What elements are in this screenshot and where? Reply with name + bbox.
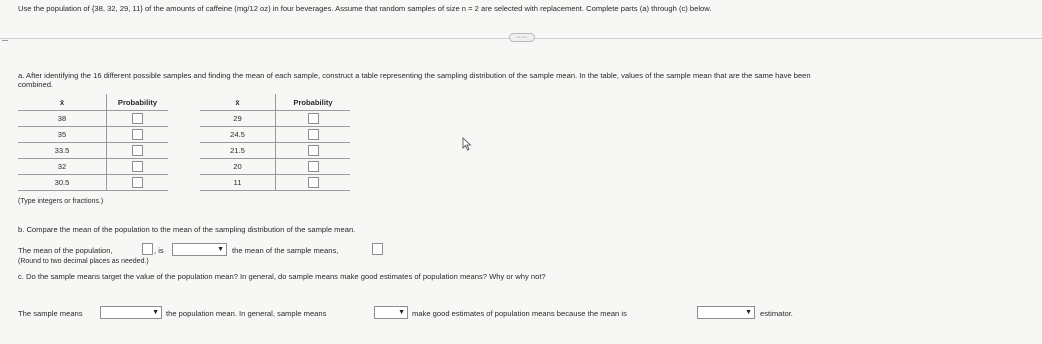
- question-intro: Use the population of {38, 32, 29, 11} of the amounts of caffeine (mg/12 oz) in four beverages. Assume that random samples of size n = 2 are selected with replacement. Complete parts (a) through (c) below.: [18, 4, 712, 13]
- probability-cell: [276, 175, 351, 191]
- probability-cell: [276, 159, 351, 175]
- table-row: [200, 143, 350, 159]
- probability-input[interactable]: [308, 145, 319, 156]
- table-row: [18, 111, 168, 127]
- col-header-probability: Probability: [107, 94, 169, 111]
- dropdown-arrow-icon: ▼: [398, 309, 405, 316]
- table-row: [18, 143, 168, 159]
- dropdown-arrow-icon: ▼: [217, 246, 224, 253]
- probability-cell: [276, 143, 351, 159]
- population-mean-input[interactable]: [142, 243, 153, 255]
- table-row: [200, 159, 350, 175]
- sampling-distribution-table-left: [18, 94, 168, 191]
- part-b-sentence-is: , is: [154, 246, 164, 255]
- col-header-probability: Probability: [276, 94, 351, 111]
- part-a-prompt-line1: a. After identifying the 16 different possible samples and finding the mean of each sample, construct a table representing the sampling distribution of the sample mean. In the table, values of the sample mean that are the same have been: [18, 71, 811, 80]
- probability-input[interactable]: [132, 177, 143, 188]
- probability-input[interactable]: [132, 145, 143, 156]
- part-c-sentence-4: estimator.: [760, 309, 793, 318]
- probability-cell: [107, 111, 169, 127]
- estimate-dropdown[interactable]: [374, 306, 408, 319]
- probability-cell: [107, 127, 169, 143]
- part-a-prompt-line2: combined.: [18, 80, 54, 89]
- col-header-xbar: x̄: [200, 94, 276, 111]
- part-a-hint: (Type integers or fractions.): [18, 198, 104, 205]
- estimator-type-dropdown[interactable]: [697, 306, 755, 319]
- target-dropdown[interactable]: [100, 306, 162, 319]
- table-row: [18, 175, 168, 191]
- divider-tick: [2, 40, 8, 41]
- probability-cell: [276, 127, 351, 143]
- xbar-value: 38: [18, 111, 107, 127]
- part-c-sentence-2: the population mean. In general, sample means: [166, 309, 327, 318]
- part-c-sentence-1: The sample means: [18, 309, 83, 318]
- xbar-value: 21.5: [200, 143, 276, 159]
- mouse-cursor-icon: [462, 137, 472, 151]
- probability-cell: [276, 111, 351, 127]
- part-b-prompt: b. Compare the mean of the population to the mean of the sampling distribution of the sample mean.: [18, 225, 356, 234]
- xbar-value: 35: [18, 127, 107, 143]
- xbar-value: 30.5: [18, 175, 107, 191]
- part-b-sentence-mid: the mean of the sample means,: [232, 246, 339, 255]
- probability-cell: [107, 175, 169, 191]
- table-row: [200, 175, 350, 191]
- table-row: [200, 111, 350, 127]
- probability-input[interactable]: [308, 129, 319, 140]
- sample-means-mean-input[interactable]: [372, 243, 383, 255]
- part-b-sentence-start: The mean of the population,: [18, 246, 113, 255]
- xbar-value: 33.5: [18, 143, 107, 159]
- probability-input[interactable]: [132, 161, 143, 172]
- comparison-dropdown[interactable]: [172, 243, 227, 256]
- probability-input[interactable]: [132, 113, 143, 124]
- probability-cell: [107, 159, 169, 175]
- xbar-value: 20: [200, 159, 276, 175]
- expand-more-button[interactable]: ·····: [509, 33, 535, 42]
- part-b-hint: (Round to two decimal places as needed.): [18, 258, 149, 265]
- probability-cell: [107, 143, 169, 159]
- part-c-prompt: c. Do the sample means target the value of the population mean? In general, do sample means make good estimates of population means? Why or why not?: [18, 272, 546, 281]
- table-row: [200, 127, 350, 143]
- part-c-sentence-3: make good estimates of population means because the mean is: [412, 309, 627, 318]
- probability-input[interactable]: [132, 129, 143, 140]
- probability-input[interactable]: [308, 177, 319, 188]
- xbar-value: 24.5: [200, 127, 276, 143]
- col-header-xbar: x̄: [18, 94, 107, 111]
- probability-input[interactable]: [308, 161, 319, 172]
- dropdown-arrow-icon: ▼: [152, 309, 159, 316]
- dropdown-arrow-icon: ▼: [745, 309, 752, 316]
- xbar-value: 32: [18, 159, 107, 175]
- xbar-value: 29: [200, 111, 276, 127]
- table-row: [18, 127, 168, 143]
- table-row: [18, 159, 168, 175]
- xbar-value: 11: [200, 175, 276, 191]
- probability-input[interactable]: [308, 113, 319, 124]
- sampling-distribution-table-right: [200, 94, 350, 191]
